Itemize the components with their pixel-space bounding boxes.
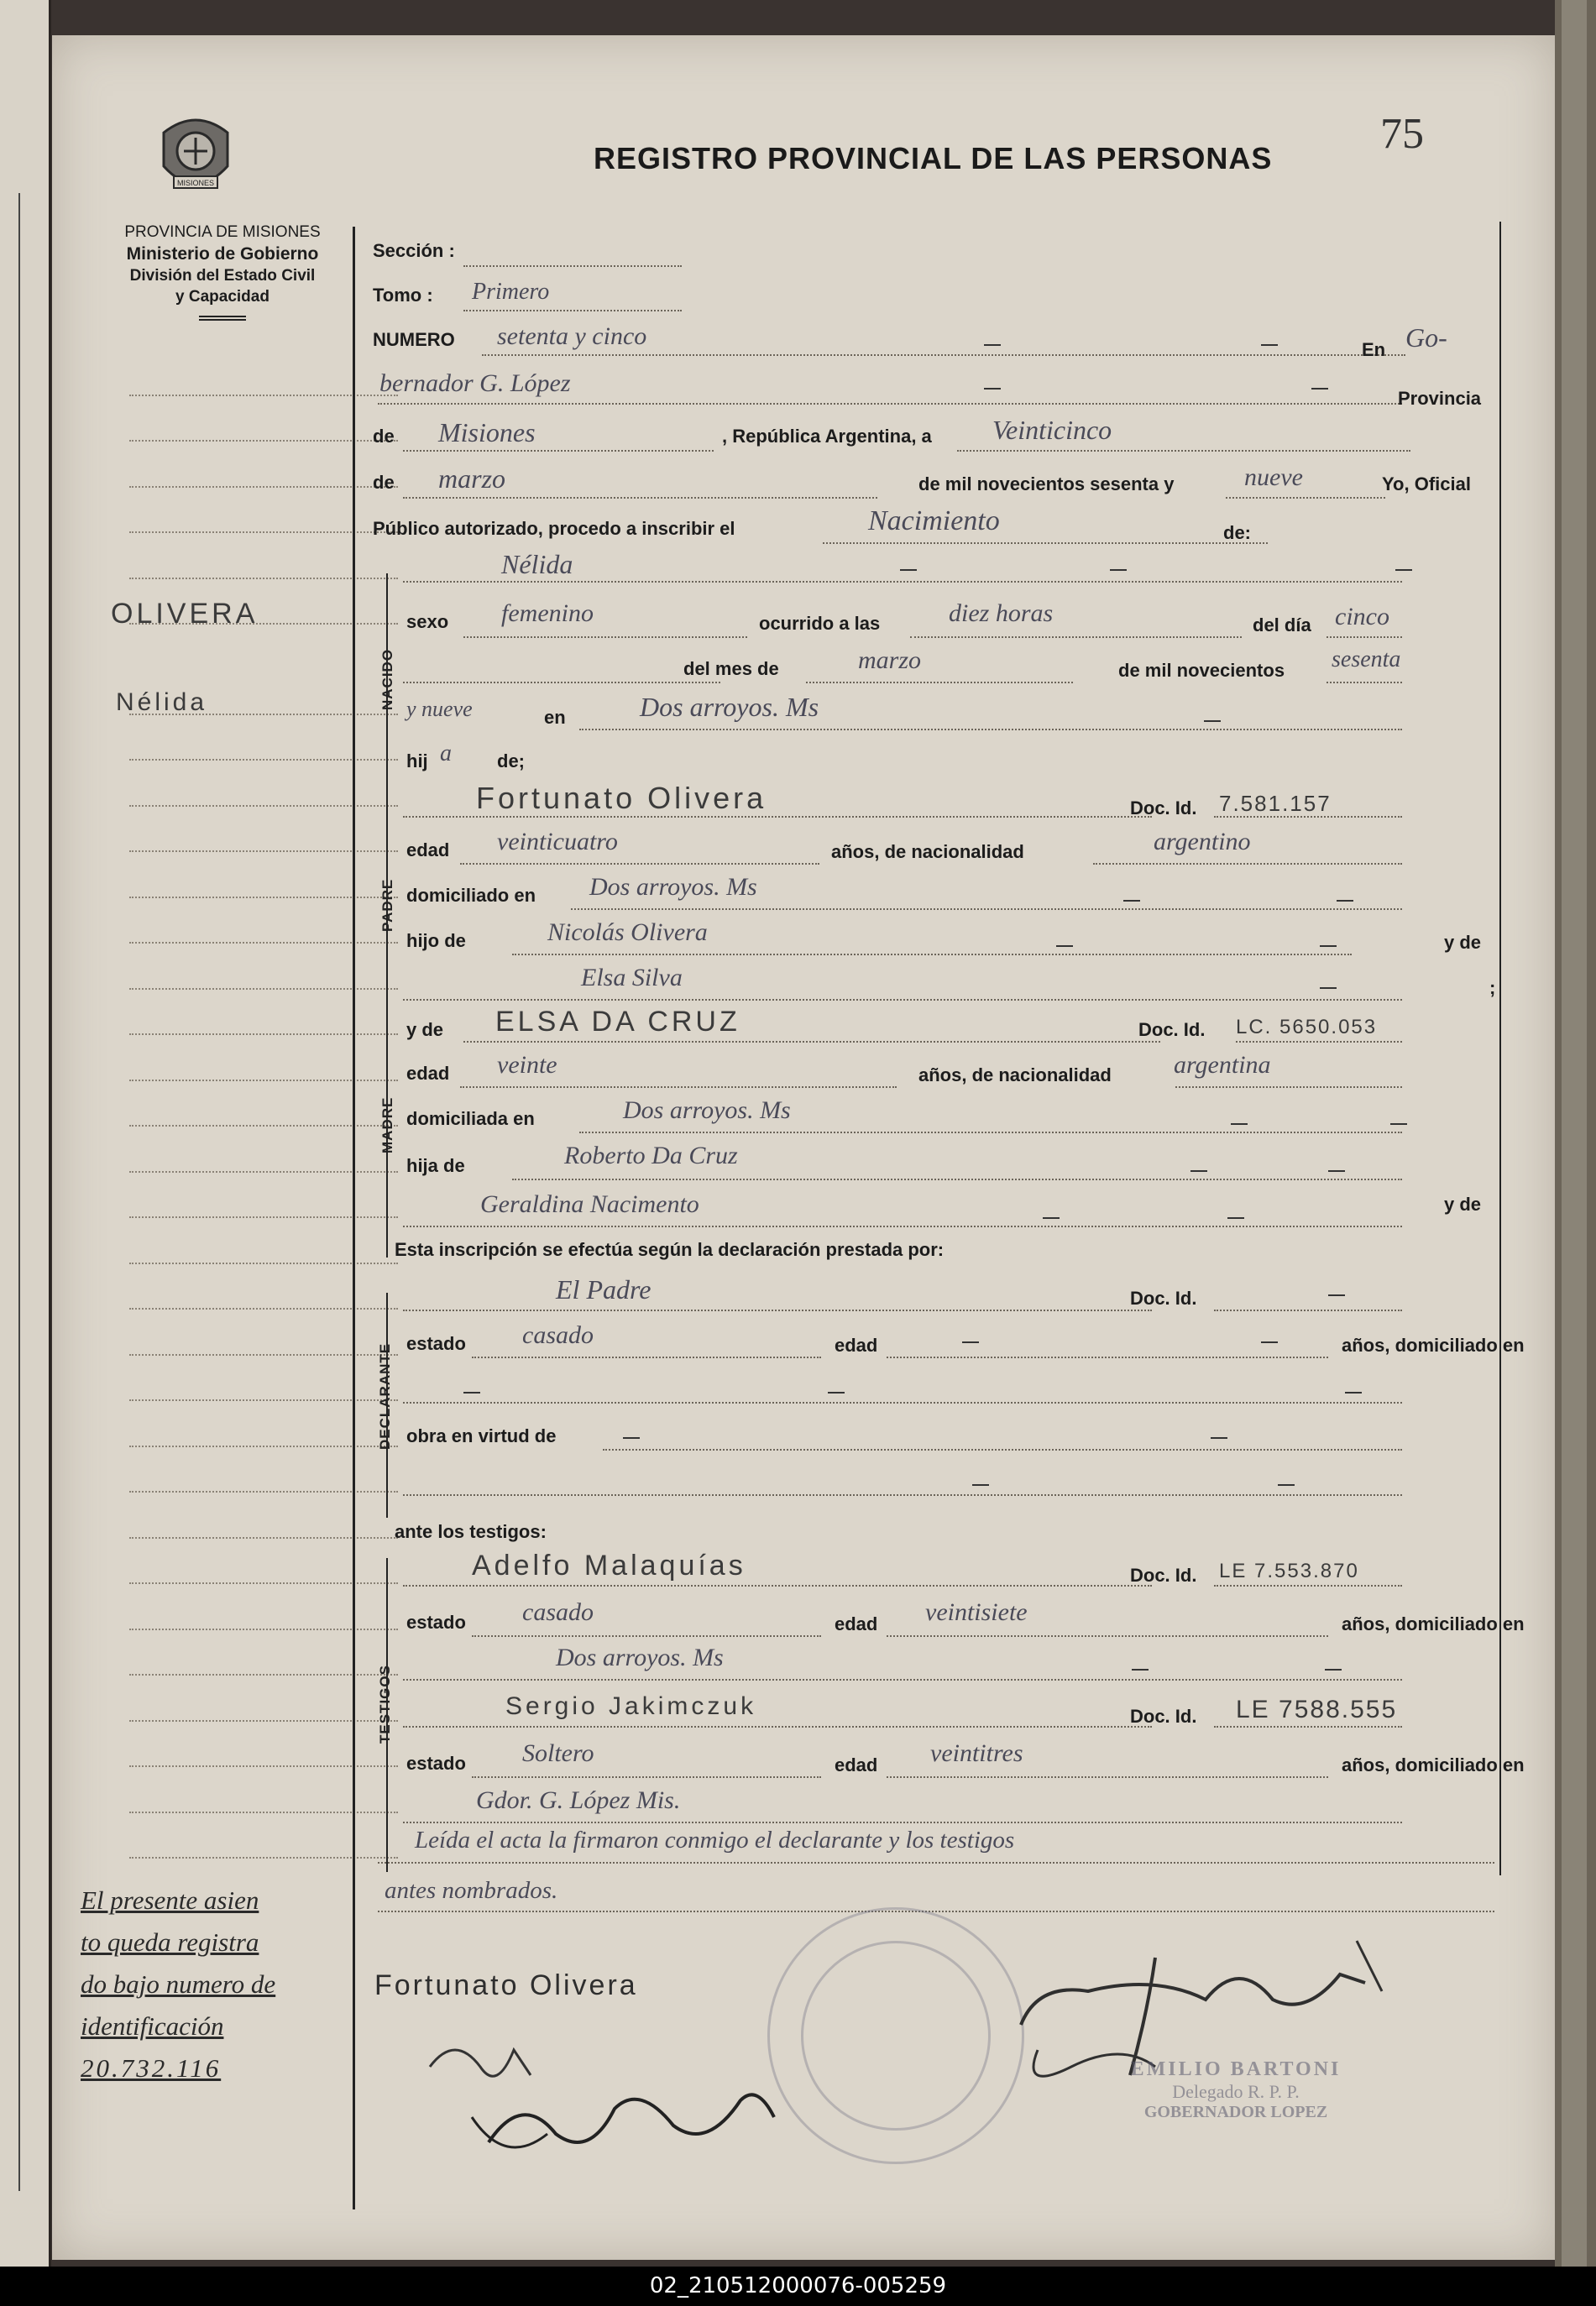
margin-note-line-3: do bajo numero de — [81, 1969, 276, 1999]
stamp-name: EMILIO BARTONI — [1130, 2058, 1342, 2080]
value-padre-madre: Elsa Silva — [581, 964, 683, 991]
closing-line-2: antes nombrados. — [385, 1877, 558, 1904]
margin-note-line-4: identificación — [81, 2011, 224, 2041]
margin-note-line-1: El presente asien — [81, 1885, 259, 1915]
label-sexo: sexo — [406, 611, 449, 632]
label-de-colon: de: — [1223, 522, 1251, 543]
label-de-semi: de; — [497, 750, 525, 771]
label-hij: hij — [406, 750, 428, 771]
label-semicolon: ; — [1489, 977, 1496, 998]
label-del-mes: del mes de — [683, 658, 779, 679]
label-en: En — [1362, 339, 1386, 360]
page-title: REGISTRO PROVINCIAL DE LAS PERSONAS — [594, 141, 1273, 175]
label-yo-oficial: Yo, Oficial — [1382, 473, 1471, 494]
institution-division: División del Estado Civil — [129, 267, 316, 285]
value-nombre: Nélida — [501, 549, 573, 579]
value-sexo: femenino — [501, 599, 594, 627]
label-declarante-domicilio: años, domiciliado en — [1342, 1335, 1525, 1356]
value-padre-doc: 7.581.157 — [1219, 791, 1332, 816]
value-padre-nacionalidad: argentino — [1154, 828, 1251, 855]
previous-page-margin-line — [18, 193, 20, 2191]
value-testigo2-edad: veintitres — [930, 1739, 1023, 1767]
register-page — [52, 35, 1555, 2260]
section-declarante: DECLARANTE — [377, 1342, 393, 1450]
label-padre-nacionalidad: años, de nacionalidad — [831, 841, 1024, 862]
label-ante: ante los testigos: — [395, 1521, 547, 1542]
value-anio-nacimiento-1: sesenta — [1332, 646, 1401, 672]
label-mil-novecientos: de mil novecientos sesenta y — [918, 473, 1175, 494]
father-signature: Fortunato Olivera — [374, 1969, 638, 2001]
label-testigo1-doc: Doc. Id. — [1130, 1565, 1197, 1586]
value-padre-domicilio: Dos arroyos. Ms — [589, 873, 757, 901]
previous-page-edge — [0, 0, 51, 2267]
label-testigo1-estado: estado — [406, 1612, 466, 1633]
label-testigo2-estado: estado — [406, 1753, 466, 1774]
label-madre-hija-de: hija de — [406, 1155, 465, 1176]
value-madre-nacionalidad: argentina — [1174, 1051, 1271, 1079]
value-madre-nombre: ELSA DA CRUZ — [495, 1006, 740, 1038]
section-padre: PADRE — [379, 878, 395, 932]
stamp-role: Delegado R. P. P. — [1172, 2081, 1300, 2102]
book-cover-edge — [1562, 0, 1587, 2267]
section-madre: MADRE — [379, 1096, 395, 1153]
label-madre-edad: edad — [406, 1063, 450, 1084]
label-declarante-doc: Doc. Id. — [1130, 1288, 1197, 1309]
label-testigo1-domicilio: años, domiciliado en — [1342, 1613, 1525, 1634]
value-anio-inscripcion: nueve — [1244, 463, 1303, 491]
value-madre-madre: Geraldina Nacimento — [480, 1190, 699, 1218]
label-obra: obra en virtud de — [406, 1425, 557, 1446]
value-padre-edad: veinticuatro — [497, 828, 618, 855]
value-testigo1-estado: casado — [522, 1598, 594, 1626]
value-dia-nacimiento: cinco — [1335, 603, 1389, 630]
value-tomo: Primero — [472, 279, 550, 305]
margin-note — [81, 1880, 275, 2089]
witness-signatures-icon — [421, 2016, 858, 2167]
page-number: 75 — [1380, 110, 1424, 158]
value-padre-nombre: Fortunato Olivera — [476, 781, 767, 815]
value-testigo1-doc: LE 7.553.870 — [1219, 1560, 1359, 1582]
value-declarante-estado: casado — [522, 1321, 594, 1349]
margin-given-name: Nélida — [116, 688, 208, 716]
institution-header — [101, 222, 344, 321]
label-ocurrido: ocurrido a las — [759, 613, 881, 634]
closing-line-1: Leída el acta la firmaron conmigo el declarante y los testigos — [415, 1827, 1015, 1854]
value-mes-inscripcion: marzo — [438, 463, 506, 494]
value-testigo1-domicilio: Dos arroyos. Ms — [556, 1644, 724, 1671]
label-testigo2-edad: edad — [835, 1754, 878, 1775]
value-anio-nacimiento-2: y nueve — [406, 697, 473, 721]
value-acto: Nacimiento — [868, 505, 1000, 536]
section-testigos: TESTIGOS — [377, 1665, 393, 1744]
image-caption: 02_210512000076-005259 — [0, 2267, 1596, 2306]
emblem-text: MISIONES — [176, 179, 215, 187]
label-de-mil: de mil novecientos — [1118, 660, 1285, 681]
value-lugar-line-2: bernador G. López — [379, 369, 571, 397]
stamp-place: GOBERNADOR LOPEZ — [1143, 2103, 1328, 2121]
value-testigo2-nombre: Sergio Jakimczuk — [505, 1692, 757, 1720]
label-padre-edad: edad — [406, 839, 450, 860]
label-padre-domicilio: domiciliado en — [406, 885, 536, 906]
label-testigo1-edad: edad — [835, 1613, 878, 1634]
value-mes-nacimiento: marzo — [858, 646, 922, 674]
label-padre-y-de: y de — [1444, 932, 1482, 953]
value-madre-domicilio: Dos arroyos. Ms — [623, 1096, 791, 1124]
label-publico: Público autorizado, procedo a inscribir el — [373, 518, 735, 539]
label-provincia: Provincia — [1398, 388, 1482, 409]
value-lugar-line-1: Go- — [1405, 322, 1447, 353]
margin-divider — [353, 227, 355, 2209]
margin-note-line-2: to queda registra — [81, 1927, 259, 1957]
registrar-stamp — [1093, 2058, 1379, 2122]
value-testigo2-doc: LE 7588.555 — [1236, 1696, 1398, 1723]
value-madre-padre: Roberto Da Cruz — [564, 1142, 738, 1169]
institution-ministry: Ministerio de Gobierno — [126, 244, 319, 264]
value-testigo2-estado: Soltero — [522, 1739, 594, 1767]
value-numero: setenta y cinco — [497, 322, 647, 350]
label-madre-doc: Doc. Id. — [1138, 1019, 1206, 1040]
label-seccion: Sección : — [373, 240, 455, 261]
value-lugar-nacimiento: Dos arroyos. Ms — [640, 692, 819, 722]
value-madre-edad: veinte — [497, 1051, 557, 1079]
value-testigo1-nombre: Adelfo Malaquías — [472, 1550, 746, 1582]
label-numero: NUMERO — [373, 329, 455, 350]
label-madre-y-de: y de — [1444, 1194, 1482, 1215]
value-hora: diez horas — [949, 599, 1054, 627]
value-padre-padre: Nicolás Olivera — [547, 918, 708, 946]
value-declarante: El Padre — [556, 1274, 651, 1305]
value-testigo1-edad: veintisiete — [925, 1598, 1028, 1626]
institution-division-2: y Capacidad — [175, 288, 269, 306]
label-padre-doc: Doc. Id. — [1130, 797, 1197, 818]
value-provincia: Misiones — [438, 417, 536, 447]
label-del-dia: del día — [1253, 614, 1311, 635]
label-testigo2-doc: Doc. Id. — [1130, 1706, 1197, 1727]
label-madre-nacionalidad: años, de nacionalidad — [918, 1064, 1112, 1085]
value-dia-inscripcion: Veinticinco — [992, 415, 1112, 445]
value-madre-doc: LC. 5650.053 — [1236, 1016, 1378, 1038]
label-madre-domicilio: domiciliada en — [406, 1108, 535, 1129]
label-declarante-estado: estado — [406, 1333, 466, 1354]
label-padre-hijo-de: hijo de — [406, 930, 466, 951]
margin-note-line-5: 20.732.116 — [81, 2053, 222, 2083]
label-declarante-edad: edad — [835, 1335, 878, 1356]
label-de-mes: de — [373, 472, 395, 493]
margin-surname: OLIVERA — [111, 598, 259, 630]
label-madre-y-de: y de — [406, 1019, 444, 1040]
label-inscripcion: Esta inscripción se efectúa según la declaración prestada por: — [395, 1239, 945, 1260]
label-en-lugar: en — [544, 707, 566, 728]
section-nacido: NACIDO — [379, 648, 395, 710]
label-de-provincia: de — [373, 426, 395, 447]
institution-province: PROVINCIA DE MISIONES — [124, 223, 321, 241]
value-hij-suffix: a — [440, 740, 452, 766]
province-coat-of-arms-icon — [155, 107, 236, 201]
label-tomo: Tomo : — [373, 285, 433, 306]
label-testigo2-domicilio: años, domiciliado en — [1342, 1754, 1525, 1775]
label-republica: , República Argentina, a — [722, 426, 932, 447]
value-testigo2-domicilio: Gdor. G. López Mis. — [476, 1786, 681, 1814]
